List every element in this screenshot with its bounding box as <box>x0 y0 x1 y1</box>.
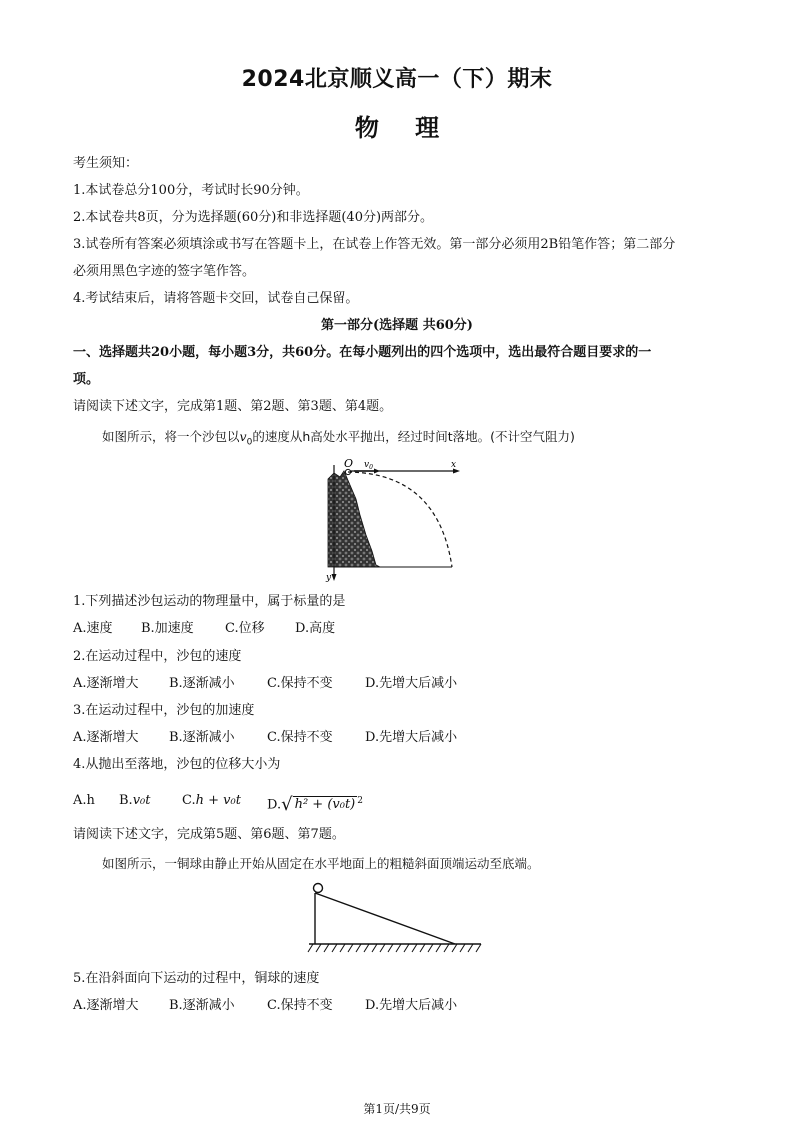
q4-option-c-letter: C. <box>182 793 196 808</box>
group1-scenario <box>102 428 575 452</box>
group1-lead: 请阅读下述文字，完成第1题、第2题、第3题、第4题。 <box>73 399 393 414</box>
q2-option-b[interactable]: B.逐渐减小 <box>169 676 235 691</box>
incline-figure <box>305 880 485 956</box>
q4-option-b-math: v₀t <box>132 793 151 808</box>
q1-option-a[interactable]: A.速度 <box>73 621 113 636</box>
q4-option-d-math: h² + (v₀t) <box>294 797 356 813</box>
q1-option-c[interactable]: C.位移 <box>225 621 265 636</box>
q1-stem: 1.下列描述沙包运动的物理量中，属于标量的是 <box>73 594 346 609</box>
q2-options <box>73 675 457 693</box>
scenario-text-b: 的速度从h高处水平抛出，经过时间t落地。(不计空气阻力) <box>252 429 575 444</box>
q1-option-d[interactable]: D.高度 <box>295 621 336 636</box>
q3-options <box>73 729 457 747</box>
q2-option-d[interactable]: D.先增大后减小 <box>365 676 458 691</box>
y-axis-label: y <box>326 573 332 583</box>
cliff-shape <box>328 471 380 567</box>
v0-label-v: v <box>364 460 370 470</box>
part1-instruction-1: 一、选择题共20小题，每小题3分，共60分。在每小题列出的四个选项中，选出最符合题目要求的一 <box>73 345 652 360</box>
q3-stem: 3.在运动过程中，沙包的加速度 <box>73 703 255 718</box>
q5-option-b[interactable]: B.逐渐减小 <box>169 998 235 1013</box>
q4-option-c-math: h + v₀t <box>195 793 241 808</box>
page-footer: 第1页/共9页 <box>363 1102 431 1116</box>
q2-stem: 2.在运动过程中，沙包的速度 <box>73 649 242 664</box>
q3-option-c[interactable]: C.保持不变 <box>267 730 333 745</box>
q4-option-d-letter: D. <box>267 797 282 813</box>
incline-slope <box>315 893 455 944</box>
q4-option-b[interactable] <box>119 792 150 810</box>
notice-item-3: 3.试卷所有答案必须填涂或书写在答题卡上，在试卷上作答无效。第一部分必须用2B铅笔作答；第二部分 <box>73 237 676 252</box>
notice-item-1: 1.本试卷总分100分，考试时长90分钟。 <box>73 183 309 198</box>
v0-label <box>364 460 373 471</box>
part1-instruction-2: 项。 <box>73 372 100 387</box>
copper-ball <box>314 884 323 893</box>
q4-option-d[interactable] <box>267 792 363 814</box>
notice-item-3-cont: 必须用黑色字迹的签字笔作答。 <box>73 264 256 279</box>
scenario-sub: 0 <box>246 437 253 448</box>
origin-label: O <box>344 457 354 470</box>
part1-heading: 第一部分(选择题 共60分) <box>321 318 473 333</box>
sqrt-sign: √ <box>281 794 293 816</box>
group2-lead: 请阅读下述文字，完成第5题、第6题、第7题。 <box>73 827 345 842</box>
notice-item-4: 4.考试结束后，请将答题卡交回，试卷自己保留。 <box>73 291 359 306</box>
q4-stem: 4.从抛出至落地，沙包的位移大小为 <box>73 757 281 772</box>
projectile-figure <box>320 455 470 583</box>
q2-option-a[interactable]: A.逐渐增大 <box>73 676 139 691</box>
q1-options <box>73 620 335 638</box>
q5-option-a[interactable]: A.逐渐增大 <box>73 998 139 1013</box>
notice-heading: 考生须知： <box>73 156 139 171</box>
q2-option-c[interactable]: C.保持不变 <box>267 676 333 691</box>
scenario-text-a: 如图所示，将一个沙包以 <box>102 429 240 444</box>
q5-stem: 5.在沿斜面向下运动的过程中，铜球的速度 <box>73 971 320 986</box>
q3-option-d[interactable]: D.先增大后减小 <box>365 730 458 745</box>
notice-item-2: 2.本试卷共8页，分为选择题(60分)和非选择题(40分)两部分。 <box>73 210 434 225</box>
q4-option-a[interactable]: A.h <box>73 793 95 808</box>
q5-option-c[interactable]: C.保持不变 <box>267 998 333 1013</box>
q1-option-b[interactable]: B.加速度 <box>141 621 194 636</box>
group2-scenario: 如图所示，一铜球由静止开始从固定在水平地面上的粗糙斜面顶端运动至底端。 <box>102 856 540 871</box>
page-title: 2024北京顺义高一（下）期末 <box>241 67 553 92</box>
subject-title: 物 理 <box>354 114 440 142</box>
q4-option-c[interactable] <box>182 792 241 810</box>
q4-option-d-exp: 2 <box>357 796 363 806</box>
v0-label-sub: 0 <box>369 464 373 471</box>
ground-hatching <box>308 944 481 952</box>
y-axis-arrow <box>332 574 337 581</box>
q5-option-d[interactable]: D.先增大后减小 <box>365 998 458 1013</box>
q3-option-b[interactable]: B.逐渐减小 <box>169 730 235 745</box>
q4-option-b-letter: B. <box>119 793 133 808</box>
x-axis-label: x <box>451 460 457 470</box>
q3-option-a[interactable]: A.逐渐增大 <box>73 730 139 745</box>
velocity-arrow <box>374 469 380 474</box>
scenario-var: v <box>239 429 247 444</box>
q5-options <box>73 997 457 1015</box>
